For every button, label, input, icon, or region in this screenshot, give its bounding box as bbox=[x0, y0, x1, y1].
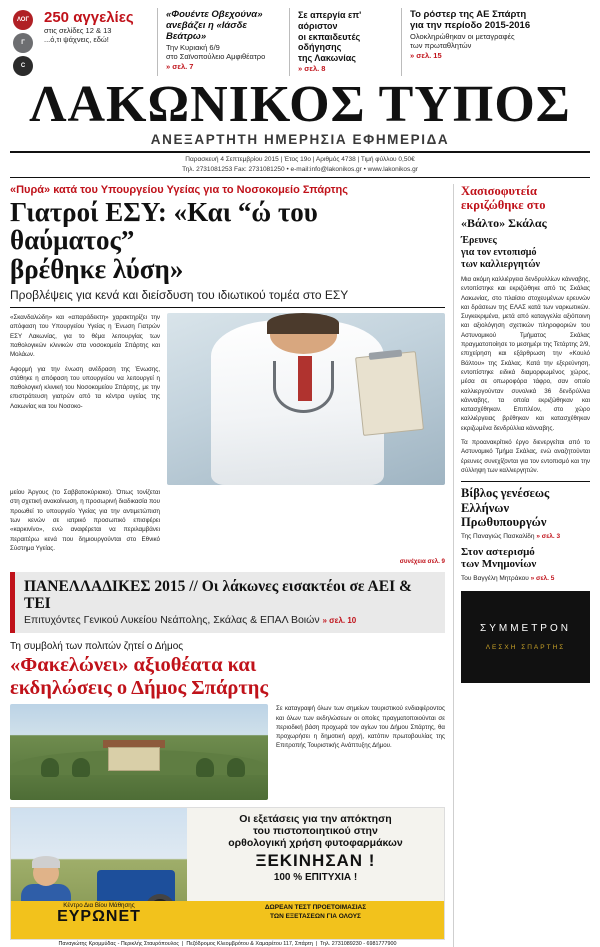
advertisement-euronet[interactable] bbox=[10, 807, 445, 940]
newspaper-subtitle: ΑΝΕΞΑΡΤΗΤΗ ΗΜΕΡΗΣΙΑ ΕΦΗΜΕΡΙΔΑ bbox=[150, 131, 450, 147]
banner-panhellenic-exams[interactable] bbox=[10, 572, 445, 633]
award-badge-icon: C bbox=[13, 56, 33, 76]
lead-continuation[interactable]: συνέχεια σελ. 9 bbox=[399, 558, 445, 566]
clipboard-icon bbox=[355, 351, 424, 436]
press-badge-icon: ΛΟΓ bbox=[13, 10, 33, 30]
symmetron-brand: ΣΥΜΜΕΤΡΟΝ bbox=[480, 623, 571, 635]
ad-copy bbox=[187, 808, 444, 939]
sidebar-list-title-1: Βίβλος γενέσεως bbox=[461, 486, 550, 501]
lead-body-wrap bbox=[10, 313, 445, 485]
tree-shape bbox=[72, 758, 90, 777]
sidebar-paragraph: Τα προανακρίτικό έργο διενεργείται από το Αστυνομικό Τμήμα Σκάλας, ενώ αναζητούνται έρευνες συνεχίζονται για τον εντοπισμό και την σύλληψη των καλλιεργητών. bbox=[461, 438, 590, 474]
lead-body-text-2 bbox=[10, 488, 445, 558]
list-item-text: Στον αστερισμό bbox=[461, 545, 535, 558]
newspaper-title: ΛΑΚΩΝΙΚΟΣ ΤΥΠΟΣ bbox=[29, 76, 571, 133]
second-headline-line2: εκδηλώσεις ο Δήμος Σπάρτης bbox=[10, 676, 269, 699]
sidebar-column bbox=[453, 184, 590, 947]
doctor-hair-shape bbox=[267, 313, 339, 334]
advertisement-symmetron[interactable] bbox=[461, 591, 590, 683]
tree-shape bbox=[227, 758, 245, 777]
sidebar-body bbox=[461, 275, 590, 475]
list-item-text: Του Βαγγέλη Μητράκου bbox=[461, 575, 529, 583]
tree-shape bbox=[196, 758, 214, 777]
lead-headline bbox=[10, 198, 445, 284]
second-photo-landscape bbox=[10, 704, 268, 800]
teaser-sports-ref[interactable]: » σελ. 15 bbox=[410, 50, 442, 60]
logo-column bbox=[10, 8, 36, 76]
list-item-ref[interactable]: » σελ. 3 bbox=[536, 533, 561, 541]
teaser-classifieds-title: 250 αγγελίες bbox=[44, 9, 134, 26]
teaser-theatre-line1: «Φουέντε Οβεχούνα» bbox=[166, 9, 263, 20]
second-paragraph: Σε καταγραφή όλων των σημείων τουριστικού ενδιαφέροντος και όλων των εκδηλώσεων οι οποίες πραγματοποιούνται σε περιοδική βάση προχωρά τον αγίων του Δήμου Σπάρτης, θα προχωρήσει η δημοτική αρχή, κατόπιν πρωτοβουλίας της Επιτροπής Τουριστικής Ανάπτυξης Δήμου. bbox=[276, 705, 445, 750]
ad-address-line1: Παναγιώτης Κρομμύδας - Περικλής Σταυρόπουλος bbox=[58, 941, 179, 947]
lead-divider bbox=[10, 307, 445, 308]
second-body-wrap bbox=[10, 704, 445, 800]
sidebar-kicker: Χασισοφυτεία bbox=[461, 183, 537, 198]
union-badge-icon: Γ bbox=[13, 33, 33, 53]
lead-photo-doctor bbox=[167, 313, 445, 485]
teaser-sports-line3: Ολοκληρώθηκαν οι μεταγραφές bbox=[410, 31, 515, 41]
teaser-strike-line2: οι εκπαιδευτές οδήγησης bbox=[298, 31, 361, 53]
house-shape bbox=[108, 747, 160, 772]
lead-paragraph: Αφορμή για την ένωση ανέδραση της Ένωσης, στάθηκε η απόφαση του υπουργείου να λειτουργεί η παθολογική κλινική του Νοσοκομείου Σπάρτης, με την επιστράτευση γιατρών από τα κέντρα υγείας της Λακωνίας και του Νοσοκο- bbox=[10, 365, 160, 410]
list-item[interactable] bbox=[461, 546, 590, 559]
sidebar-title-line1: εκριζώθηκε στο bbox=[461, 198, 546, 213]
second-body-text bbox=[276, 704, 445, 800]
ad-strip-line1: ΔΩΡΕΑΝ ΤΕΣΤ ΠΡΟΕΤΟΙΜΑΣΙΑΣ bbox=[264, 904, 367, 912]
banner-ref[interactable]: » σελ. 10 bbox=[322, 616, 357, 626]
ad-yellow-strip bbox=[187, 901, 444, 939]
masthead bbox=[10, 76, 590, 178]
ad-strip-line2: ΤΩΝ ΕΞΕΤΑΣΕΩΝ ΓΙΑ ΟΛΟΥΣ bbox=[270, 912, 361, 920]
lead-kicker: «Πυρά» κατά του Υπουργείου Υγείας για το Νοσοκομείο Σπάρτης bbox=[10, 183, 348, 196]
teaser-theatre-ref[interactable]: » σελ. 7 bbox=[166, 61, 194, 71]
lead-headline-line2: βρέθηκε λύση» bbox=[10, 254, 184, 285]
issue-meta-line2: Τηλ. 2731081253 Fax: 2731081250 • e-mail:info@lakonikos.gr • www.lakonikos.gr bbox=[182, 166, 418, 174]
list-item-ref[interactable]: » σελ. 5 bbox=[530, 575, 555, 583]
sidebar-list-title-2: Ελλήνων bbox=[461, 500, 510, 515]
teaser-theatre-line4: στο Σαϊνοπούλειο Αμφιθέατρο bbox=[166, 52, 266, 62]
ad-line-4: ΞΕΚΙΝΗΣΑΝ ! bbox=[255, 851, 376, 871]
lead-paragraph: μείου Άργους (το Σαββατοκύριακο). Όπως τονίζεται στη σχετική ανακοίνωση, η προσωρινή διαδικασία που προωθεί το υπουργείο Υγείας για την αντιμετώπιση των κενών σε ιατρικό προσωπικό επισφέρει «καρκινίνο», ενώ αναφέρεται να περιλαμβάνει περαιτέρω κενά που δημιουργούνται στο Εθνικό Σύστημα Υγείας. bbox=[10, 489, 160, 552]
sidebar-paragraph: Μια ακόμη καλλιέργεια δενδρυλλίων κάνναβης, εντοπίστηκε και εκριζώθηκε από τις Σκάλας Λακωνίας, στο πλαίσιο στοχευμένων ερευνών και δράσεων της ΕΛΑΣ κατά των ναρκωτικών. Συγκεκριμένα, μετά από καταγγελία αξιόποινη και αξιολόγηση σχετικών πληροφοριών του Αστυνομικού Τμήματος Σκάλας πραγματοποίησε το μεσημέρι της Τετάρτης 2/9, επιχείρηση και εξάρθρωση την «Κουλό Βάλτου» της Σκάλας. Κατά την εξερεύνηση, εντοπίστηκε ειδικά διαμορφωμένος χώρος, μέσα σε οπωροφόρα τάφρο, σαν οποίο καλλιεργούνταν συνολικά 36 δενδρύλλια κάνναβης, τα οποία εκριζώθηκαν και κατασχέθηκαν. Επιπλέον, στο χώρο καλλιέργειας βρέθηκαν και κατασχέθηκαν εκριζωμένα δενδρύλλια κάνναβης. bbox=[461, 275, 590, 432]
main-column bbox=[10, 184, 445, 947]
list-item[interactable] bbox=[461, 533, 590, 541]
sidebar-subtitle-line2: για τον εντοπισμό bbox=[461, 246, 537, 258]
ad-address-line2: Πεζόδρομος Κλεομβρότου & Χαμαρέτου 117, Σπάρτη bbox=[186, 941, 313, 947]
banner-title: ΠΑΝΕΛΛΑΔΙΚΕΣ 2015 // Οι λάκωνες εισακτέοι σε ΑΕΙ & ΤΕΙ bbox=[24, 578, 412, 613]
teaser-classifieds-line3: ...ό,τι ψάχνεις, εδώ! bbox=[44, 35, 109, 45]
teaser-strike-line1: Σε απεργία επ' αόριστον bbox=[298, 10, 362, 31]
ad-line-3: ορθολογική χρήση φυτοφαρμάκων bbox=[228, 837, 403, 850]
list-item-text: των Μνημονίων bbox=[461, 558, 537, 571]
list-item[interactable] bbox=[461, 575, 590, 583]
teaser-sports[interactable] bbox=[406, 8, 566, 76]
teaser-strike[interactable] bbox=[294, 8, 402, 76]
teaser-theatre-line3: Την Κυριακή 6/9 bbox=[166, 42, 220, 52]
teaser-sports-line2: για την περίοδο 2015-2016 bbox=[410, 19, 531, 31]
lead-paragraph: «Σκανδαλώδη» και «απαράδεκτη» χαρακτηρίζει την απόφαση του Υπουργείου Υγείας η Ένωση Γιατρών ΕΣΥ Λακωνίας, για το θέμα λειτουργίας των παθολογικών κλινικών στα νοσοκομεία Σπάρτης και Μολάων. bbox=[10, 314, 160, 359]
symmetron-tagline: ΛΕΣΧΗ ΣΠΑΡΤΗΣ bbox=[485, 644, 566, 652]
teaser-theatre-line2: ανεβάζει η «Ιάσδε Βεάτρω» bbox=[166, 19, 247, 42]
masthead-rule-2 bbox=[10, 177, 590, 178]
stethoscope-icon bbox=[273, 361, 334, 413]
sidebar-divider bbox=[461, 481, 590, 482]
list-item[interactable] bbox=[461, 558, 590, 571]
farmer-hair-shape bbox=[32, 856, 60, 868]
ad-brand-block bbox=[11, 901, 187, 939]
ad-line-5: 100 % ΕΠΙΤΥΧΙΑ ! bbox=[273, 872, 358, 884]
content-columns bbox=[10, 184, 590, 947]
second-headline-line1: «Φακελώνει» αξιοθέατα και bbox=[10, 654, 257, 677]
ad-line-2: του πιστοποιητικού στην bbox=[253, 825, 378, 838]
ad-brand-name: ΕΥΡΩΝΕΤ bbox=[57, 908, 141, 926]
teaser-sports-line4: των πρωταθλητών bbox=[410, 41, 472, 51]
list-item-text: Της Παναγιώς Πασκαλίδη bbox=[461, 533, 535, 541]
ad-line-1: Οι εξετάσεις για την απόκτηση bbox=[239, 813, 392, 826]
sidebar-list-title-3: Πρωθυπουργών bbox=[461, 514, 547, 529]
lead-body-text bbox=[10, 313, 160, 485]
ad-brand-sub: Κέντρο Δια Βίου Μάθησης bbox=[63, 902, 135, 910]
tree-shape bbox=[41, 758, 59, 777]
teaser-classifieds[interactable] bbox=[40, 8, 158, 76]
lead-headline-line1: Γιατροί ΕΣΥ: «Και “ώ του θαύματος” bbox=[10, 196, 318, 256]
sidebar-subtitle-line1: Έρευνες bbox=[461, 234, 497, 246]
second-kicker: Τη συμβολή των πολιτών ζητεί ο Δήμος bbox=[10, 641, 184, 653]
teaser-sports-line1: Το ρόστερ της ΑΕ Σπάρτη bbox=[410, 9, 527, 20]
second-headline bbox=[10, 654, 445, 699]
banner-subtitle bbox=[24, 614, 437, 626]
teaser-strike-ref[interactable]: » σελ. 8 bbox=[298, 63, 326, 73]
sidebar-subtitle-line3: των καλλιεργητών bbox=[461, 258, 541, 270]
ad-address-line3: Τηλ. 2731089230 - 6981777900 bbox=[320, 941, 397, 947]
top-strip bbox=[10, 8, 590, 76]
teaser-classifieds-line2: στις σελίδες 12 & 13 bbox=[44, 25, 112, 35]
banner-subtitle-text: Επιτυχόντες Γενικού Λυκείου Νεάπολης, Σκάλας & ΕΠΑΛ Βοιών bbox=[24, 614, 320, 627]
teaser-strike-line3: της Λακωνίας bbox=[298, 53, 356, 64]
issue-meta-line1: Παρασκευή 4 Σεπτεμβρίου 2015 | Έτος 19ο | Αριθμός 4738 | Τιμή φύλλου 0,50€ bbox=[185, 155, 415, 163]
lead-subheadline: Προβλέψεις για κενά και διείσδυση του ιδιωτικού τομέα στο ΕΣΥ bbox=[10, 287, 349, 302]
teaser-theatre[interactable] bbox=[162, 8, 290, 76]
ad-address: Παναγιώτης Κρομμύδας - Περικλής Σταυρόπουλος | Πεζόδρομος Κλεομβρότου & Χαμαρέτου 117, Σπάρτη | Τηλ. 2731089230 - 6981777900 bbox=[58, 941, 397, 947]
sidebar-title-line2: «Βάλτο» Σκάλας bbox=[461, 215, 547, 230]
